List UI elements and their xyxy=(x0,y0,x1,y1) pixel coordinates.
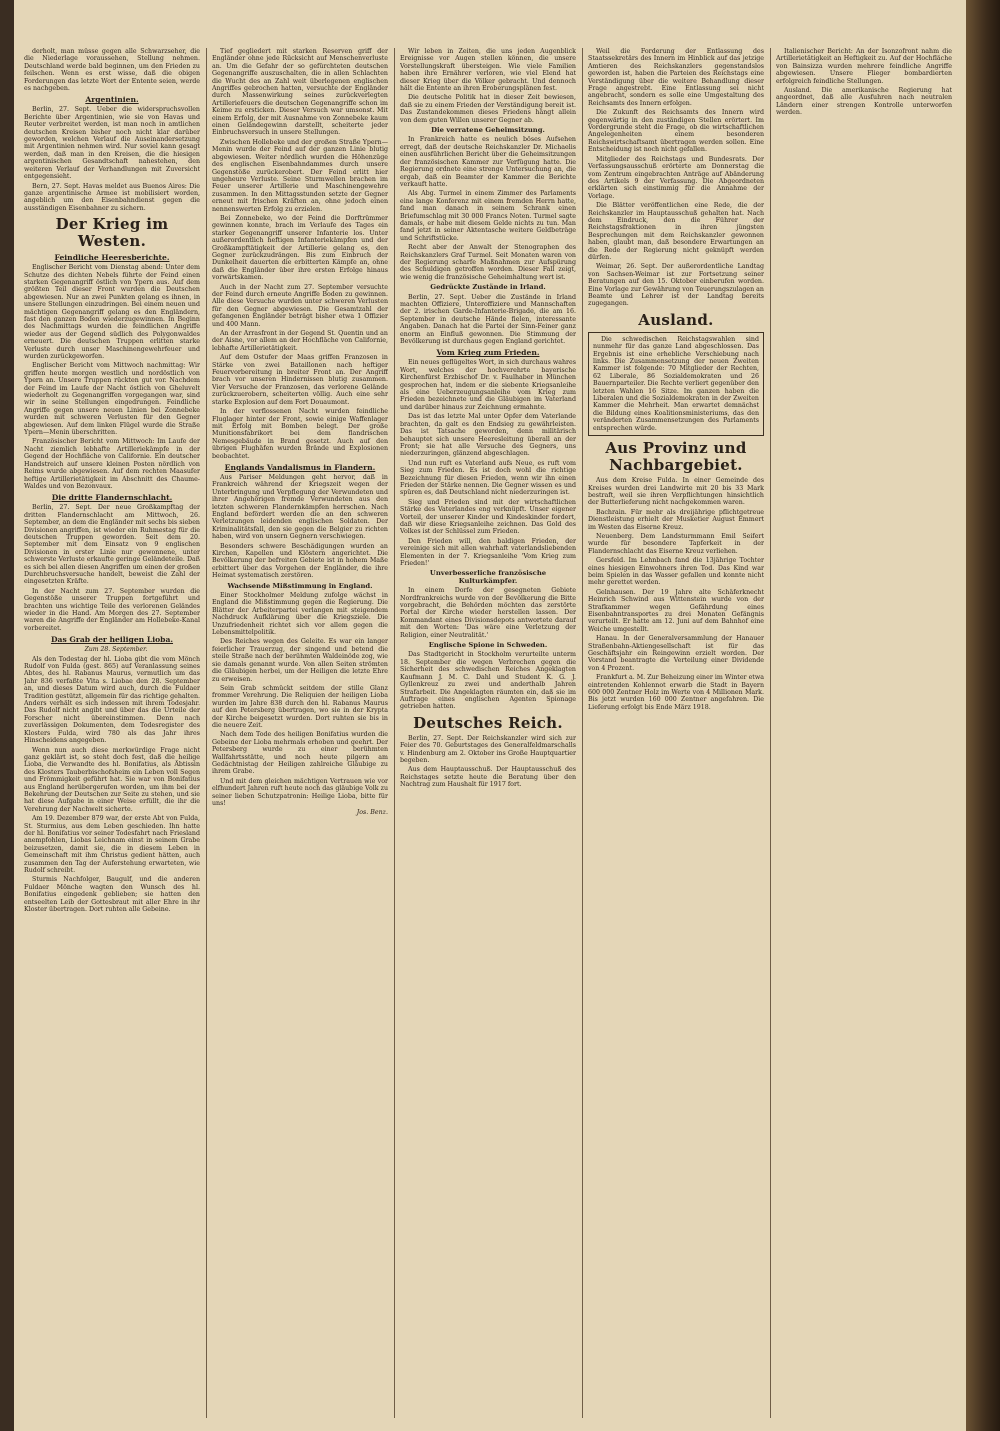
article-paragraph: Französischer Bericht vom Mittwoch: Im Laufe der Nacht ziemlich lebhafte Artilleriekämpfe in der Gegend der Hochfläche von Californie. Ein deutscher Handstreich auf unsere kleinen Posten nördlich von Reims wurde abgewiesen. Auf dem rechten Maasufer heftige Artillerietätigkeit im Abschnitt des Chaume-Waldes und von Bezonvaux. xyxy=(24,438,200,490)
article-paragraph: Aus dem Kreise Fulda. In einer Gemeinde des Kreises wurden drei Landwirte mit 20 bis 33 Mark bestraft, weil sie ihren Verpflichtungen hinsichtlich der Butterlieferung nicht nachgekommen waren. xyxy=(588,477,764,507)
column-rule xyxy=(770,48,771,1418)
article-heading: Feindliche Heeresberichte. xyxy=(54,253,170,263)
article-paragraph: In der verflossenen Nacht wurden feindliche Fluglager hinter der Front, sowie einige Waffenlager mit Erfolg mit Bomben belegt. Der große Munitionsfabrikort bei dem flandrischen Nemesgebäude in Brand gesetzt. Auch auf den übrigen Flughäfen wurden Brände und Explosionen beobachtet. xyxy=(212,408,388,460)
column-5 xyxy=(776,48,952,1418)
article-paragraph: Gersfeld. Im Lehnbach fand die 13jährige Tochter eines hiesigen Einwohners ihren Tod. Das Kind war beim Spielen in das Wasser gefallen und konnte nicht mehr gerettet werden. xyxy=(588,557,764,587)
article-heading: Das Grab der heiligen Lioba. xyxy=(50,635,174,645)
article-paragraph: Bachrain. Für mehr als dreijährige pflichtgetreue Dienstleistung erhielt der Musketier August Emmert im Westen das Eiserne Kreuz. xyxy=(588,508,764,531)
section-heading: Ausland. xyxy=(638,310,714,329)
column-4 xyxy=(588,48,764,1418)
article-paragraph: Die deutsche Politik hat in dieser Zeit bewiesen, daß sie zu einem Frieden der Verständigung bereit ist. Das Zustandekommen dieses Friedens hängt allein von dem guten Willen unserer Gegner ab. xyxy=(400,94,576,124)
article-subheading: Englische Spione in Schweden. xyxy=(428,641,548,650)
article-paragraph: Englischer Bericht vom Mittwoch nachmittag: Wir griffen heute morgen westlich und nordöstlich von Ypern an. Unsere Truppen rückten gut vor. Nachdem der Feind im Laufe der Nacht östlich von Gheluvelt wiederholt zu Gegenangriffen vorgegangen war, sind wir in seine Stellungen eingedrungen. Feindliche Angriffe gegen unsere neuen Linien bei Zonnebeke wurden mit schweren Verlusten für den Gegner abgewiesen. Auf dem linken Flügel wurde die Straße Ypern—Menin überschritten. xyxy=(24,362,200,437)
article-paragraph: In Frankreich hatte es neulich böses Aufsehen erregt, daß der deutsche Reichskanzler Dr. Michaelis einen ausführlichen Bericht über die Geheimsitzungen der französischen Kammer zur Verfügung hatte. Die Regierung ordnete eine strenge Untersuchung an, die ergab, daß ein Beamter der Kammer die Berichte verkauft hatte. xyxy=(400,136,576,188)
article-heading: Englands Vandalismus in Flandern. xyxy=(224,462,376,472)
book-binding xyxy=(966,0,1000,1431)
article-paragraph: Aus Pariser Meldungen geht hervor, daß in Frankreich während der Kriegszeit wegen der Unterbringung und Verpflegung der Verwundeten und ihrer Angehörigen fremde Verwundeten aus den letzten schweren Flandernkämpfen herrschen. Nach England befördert werden die an den schweren Verletzungen leidenden englischen Soldaten. Der Kriminalitätsfall, den sie gegen die Belgier zu richten haben, wird von unsern Gegnern verschwiegen. xyxy=(212,473,388,541)
article-paragraph: Hanau. In der Generalversammlung der Hanauer Straßenbahn-Aktiengesellschaft ist für das Geschäftsjahr ein Reingewinn erzielt worden. Der Vorstand beantragte die Verteilung einer Dividende von 4 Prozent. xyxy=(588,635,764,672)
article-paragraph: Nach dem Tode des heiligen Bonifatius wurden die Gebeine der Lioba mehrmals erhoben und geehrt. Der Petersberg wurde zu einer berühmten Wallfahrtsstätte, und noch heute pilgern am Gedächtnistag der Heiligen zahlreiche Gläubige zu ihrem Grabe. xyxy=(212,731,388,776)
article-paragraph: In der Nacht zum 27. September wurden die Gegenstöße unserer Truppen fortgeführt und brachten uns wichtige Teile des verlorenen Geländes wieder in die Hand. Am Morgen des 27. September waren die Angriffe der Engländer am Hollebeke-Kanal vorbereitet. xyxy=(24,587,200,632)
article-paragraph: Aus dem Hauptausschuß. Der Hauptausschuß des Reichstages setzte heute die Beratung über den Nachtrag zum Haushalt für 1917 fort. xyxy=(400,766,576,789)
article-paragraph: Die Blätter veröffentlichen eine Rede, die der Reichskanzler im Hauptausschuß gehalten hat. Nach dem Eindruck, den die Führer der Reichstagsfraktionen in ihren jüngsten Besprechungen mit dem Reichskanzler gewonnen haben, glaubt man, daß besondere Erwartungen an die Rede der Regierung nicht geknüpft werden dürfen. xyxy=(588,202,764,261)
article-paragraph: Wir leben in Zeiten, die uns jeden Augenblick Ereignisse vor Augen stellen können, die unsere Vorstellungskraft übersteigen. Wie viele Familien haben ihre Ernährer verloren, wie viel Elend hat dieser Krieg über die Völker gebracht. Und dennoch hält die Entente an ihren Eroberungsplänen fest. xyxy=(400,48,576,93)
article-paragraph: Italienischer Bericht: An der Isonzofront nahm die Artillerietätigkeit an Heftigkeit zu. Auf der Hochfläche von Bainsizza wurden mehrere feindliche Angriffe abgewiesen. Unsere Flieger bombardierten erfolgreich feindliche Stellungen. xyxy=(776,48,952,85)
article-subheading: Gedrückte Zustände in Irland. xyxy=(430,283,546,292)
article-subheading: Unverbesserliche französische Kulturkämpfer. xyxy=(429,569,547,585)
article-heading: Vom Krieg zum Frieden. xyxy=(436,348,540,358)
article-heading: Argentinien. xyxy=(85,95,139,105)
column-rule xyxy=(394,48,395,1418)
column-2 xyxy=(212,48,388,1418)
article-paragraph: Wenn nun auch diese merkwürdige Frage nicht ganz geklärt ist, so steht doch fest, daß die heilige Lioba, die Verwandte des hl. Bonifatius, als Äbtissin des Klosters Tauberbischofsheim ein Leben voll Segen und Frömmigkeit geführt hat. Sie war von Bonifatius aus England herübergerufen worden, um ihm bei der Bekehrung der Deutschen zur Seite zu stehen, und sie hat diese Aufgabe in einer Weise erfüllt, die ihr die Verehrung der Nachwelt sicherte. xyxy=(24,746,200,813)
column-rule xyxy=(582,48,583,1418)
article-paragraph: Ein neues geflügeltes Wort, in sich durchaus wahres Wort, welches der hochverehrte bayerische Kirchenfürst Erzbischof Dr. v. Faulhaber in München gesprochen hat, indem er die siebente Kriegsanleihe als eine Ueberzeugungsanleihe vom Krieg zum Frieden bezeichnete und die Gläubigen im Vaterland und darüber hinaus zur Zeichnung ermahnte. xyxy=(400,359,576,411)
article-paragraph: Tief gegliedert mit starken Reserven griff der Engländer ohne jede Rücksicht auf Menschenverluste an. Um die Gefahr der so gefürchteten deutschen Gegenangriffe auszuschalten, die in allen Schlachten die Wucht des an Zahl weit überlegenen englischen Angriffes gebrochen hatten, versuchte der Engländer durch Massenwirkung seines zurückverlegten Artilleriefeuers die deutschen Gegenangriffe schon im Keime zu ersticken. Dieser Versuch war umsonst. Mit einem Erfolg, der mit Ausnahme von Zonnebeke kaum einen Geländegewinn darstellt, scheiterte jeder Einbruchsversuch in unsere Stellungen. xyxy=(212,48,388,137)
article-paragraph: Sturmis Nachfolger, Baugulf, und die anderen Fuldaer Mönche wagten den Wunsch des hl. Bonifatius eingedenk geblieben; sie hatten den entseelten Leib der Gottesbraut mit aller Ehre in ihr Kloster übertragen. Dort ruhten alle Gebeine. xyxy=(24,876,200,914)
article-paragraph: In einem Dorfe der gesegneten Gebiete Nordfrankreichs wurde von der Bevölkerung die Bitte vorgebracht, die Behörden möchten das zerstörte Portal der Kirche wieder herstellen lassen. Der Kommandant eines Divisionsdepots antwortete darauf mit den Worten: 'Das wäre eine Verletzung der Religion, einer Neutralität.' xyxy=(400,587,576,639)
article-paragraph: Recht aber der Anwalt der Stenographen des Reichskanzlers Graf Turmel. Seit Monaten waren von der Regierung scharfe Maßnahmen zur Aufspürung des Schuldigen getroffen worden. Dieser Fall zeigt, wie wenig die französische Geheimhaltung wert ist. xyxy=(400,244,576,281)
article-subheading: Wachsende Mißstimmung in England. xyxy=(227,581,373,590)
column-rule xyxy=(206,48,207,1418)
section-heading: Deutsches Reich. xyxy=(413,713,563,732)
article-paragraph: Besonders schwere Beschädigungen wurden an Kirchen, Kapellen und Klöstern angerichtet. Die Bevölkerung der befreiten Gebiete ist in hohem Maße erbittert über das Vorgehen der Engländer, die ihre Heimat systematisch zerstören. xyxy=(212,542,388,580)
article-paragraph: Weimar, 26. Sept. Der außerordentliche Landtag von Sachsen-Weimar ist zur Fortsetzung seiner Beratungen auf den 15. Oktober einberufen worden. Eine Vorlage zur Gewährung von Teuerungszulagen an Beamte und Lehrer ist der Landtag bereits zugegangen. xyxy=(588,263,764,308)
article-paragraph: An der Arrasfront in der Gegend St. Quentin und an der Aisne, vor allem an der Hochfläche von Californie, lebhafte Artillerietätigkeit. xyxy=(212,330,388,352)
article-paragraph: Berlin, 27. Sept. Der neue Großkampftag der dritten Flandernschlacht am Mittwoch, 26. September, an dem die Engländer mit sechs bis sieben Divisionen angriffen, ist wieder ein Ruhmestag für die deutschen Truppen geworden. Seit dem 20. September mit dem Einsatz von 9 englischen Divisionen in erster Linie nur gewonnene, unter schwerste Verluste erkaufte geringe Geländeteile. Daß es sich bei allen diesen Angriffen um einen der großen Durchbruchsversuche handelt, beweist die Zahl der eingesetzten Kräfte. xyxy=(24,504,200,586)
section-heading: Aus Provinz und Nachbargebiet. xyxy=(605,439,747,475)
article-paragraph: Als Abg. Turmel in einem Zimmer des Parlaments eine lange Konferenz mit einem fremden Herrn hatte, fand man danach in seinem Schrank einen Briefumschlag mit 30 000 Francs Noten. Turmel sagte damals, er habe mit diesem Gelde nichts zu tun. Man fand jetzt in seiner Aktentasche weitere Geldbeträge und Schriftstücke. xyxy=(400,190,576,242)
article-paragraph: Das Stadtgericht in Stockholm verurteilte unterm 18. September die wegen Verbrechen gegen die Sicherheit des schwedischen Reiches Angeklagten Kaufmann J. M. C. Dahl und Student K. G. J. Gyllenkreuz zu zwei und anderthalb Jahren Strafarbeit. Die Angeklagten räumten ein, daß sie im Auftrage eines englischen Agenten Spionage getrieben hatten. xyxy=(400,651,576,711)
article-paragraph: Gelnhausen. Der 19 Jahre alte Schäferknecht Heinrich Schwind aus Wittenstein wurde von der Strafkammer wegen Gefährdung eines Eisenbahntransportes zu drei Monaten Gefängnis verurteilt. Er hatte am 12. Juni auf dem Bahnhof eine Weiche umgestellt. xyxy=(588,588,764,633)
author-signature: Jos. Benz. xyxy=(356,809,388,817)
article-date: Zum 28. September. xyxy=(84,646,148,654)
article-paragraph: Des Reiches wegen des Geleite. Es war ein langer feierlicher Trauerzug, der singend und betend die steile Straße nach der berühmten Waldeinöde zog, wie sie damals genannt wurde. Von allen Seiten strömten die Gläubigen herbei, um der Heiligen die letzte Ehre zu erweisen. xyxy=(212,638,388,683)
article-paragraph: Englischer Bericht vom Dienstag abend: Unter dem Schutze des dichten Nebels führte der Feind einen starken Gegenangriff östlich von Ypern aus. Auf dem größten Teil dieser Front wurden die Deutschen abgewiesen. Nur an zwei Punkten gelang es ihnen, in unsere Stellungen einzudringen. Bei einem neuen und mächtigen Gegenangriff gelang es den Engländern, fast den ganzen Boden wiederzugewinnen. In Beginn des Nachmittags wurden die feindlichen Angriffe wieder aus der Gegend südlich des Polygonwaldes erneuert. Die deutschen Truppen erlitten starke Verluste durch unser Maschinengewehrfeuer und wurden zurückgeworfen. xyxy=(24,264,200,360)
article-paragraph: Und mit dem gleichen mächtigen Vertrauen wie vor elfhundert Jahren ruft heute noch das gläubige Volk zu seiner lieben Schutzpatronin: Heilige Lioba, bitte für uns! xyxy=(212,777,388,807)
article-paragraph: Berlin, 27. Sept. Ueber die Zustände in Irland machten Offiziere, Unteroffiziere und Mannschaften der 2. irischen Garde-Infanterie-Brigade, die am 16. September in deutsche Hände fielen, interessante Angaben. Danach hat die Partei der Sinn-Feiner ganz enorm an Einfluß gewonnen. Die Stimmung der Bevölkerung ist durchaus gegen England gerichtet. xyxy=(400,293,576,346)
article-paragraph: Frankfurt a. M. Zur Beheizung einer im Winter etwa eintretenden Kohlennot erwarb die Stadt in Bayern 600 000 Zentner Holz im Werte von 4 Millionen Mark. Bis jetzt wurden 160 000 Zentner angefahren. Die Lieferung erfolgt bis Ende März 1918. xyxy=(588,674,764,711)
article-paragraph: Und nun ruft es Vaterland aufs Neue, es ruft vom Sieg zum Frieden. Es ist doch wohl die richtige Bezeichnung für diesen Frieden, wenn wir ihn einen Frieden der Stärke nennen. Die Gegner wissen es und spüren es, daß Deutschland nicht niederzuringen ist. xyxy=(400,459,576,497)
article-paragraph: Am 19. Dezember 879 war, der erste Abt von Fulda, St. Sturmius, aus dem Leben geschieden. Ihn hatte der hl. Bonifatius vor seiner Todesfahrt nach Friesland anempfohlen, Liobas Leichnam einst in seinem Grabe beizusetzen, damit sie, die in diesem Leben in Gemeinschaft mit ihm Christus gedient hätten, auch zusammen den Tag der Auferstehung erwarteten, wie Rudolf schreibt. xyxy=(24,815,200,874)
newspaper-page xyxy=(14,0,966,1431)
column-1 xyxy=(24,48,200,1418)
boxed-notice: Die schwedischen Reichstagswahlen sind nunmehr für das ganze Land abgeschlossen. Das Ergebnis ist eine erhebliche Verschiebung nach links. Die Zusammensetzung der neuen Zweiten Kammer ist folgende: 70 Mitglieder der Rechten, 62 Liberale, 86 Sozialdemokraten und 26 Bauernparteiler. Die Rechte verliert gegenüber den letzten Wahlen 16 Sitze. Im ganzen haben die Liberalen und die Sozialdemokraten in der Zweiten Kammer die Mehrheit. Man erwartet demnächst die Bildung eines Koalitionsministeriums, das den veränderten Zusammensetzungen des Parlaments entsprechen würde. xyxy=(588,332,764,436)
article-paragraph: Den Frieden will, den baldigen Frieden, der vereinige sich mit allen wahrhaft vaterlandsliebenden Elementen in der 7. Kriegsanleihe 'Vom Krieg zum Frieden!' xyxy=(400,537,576,567)
article-paragraph: Das ist das letzte Mal unter Opfer dem Vaterlande brachten, da galt es den Endsieg zu gewährleisten. Das ist Tatsache geworden, denn militärisch behauptet sich unsere Heeresleitung überall an der Front; sie hat alle Versuche des Gegners, uns niederzuringen, glänzend abgeschlagen. xyxy=(400,413,576,458)
article-paragraph: Auch in der Nacht zum 27. September versuchte der Feind durch erneute Angriffe Boden zu gewinnen. Alle diese Versuche wurden unter schweren Verlusten für den Gegner abgewiesen. Die Gesamtzahl der gefangenen Engländer beträgt bisher etwa 1 Offizier und 400 Mann. xyxy=(212,283,388,328)
article-paragraph: Sieg und Frieden sind mit der wirtschaftlichen Stärke des Vaterlandes eng verknüpft. Unser eigener Vorteil, der unserer Kinder und Kindeskinder fordert, daß wir diese Kriegsanleihe zeichnen. Das Gold des Volkes ist der Schlüssel zum Frieden. xyxy=(400,498,576,536)
article-subheading: Die verratene Geheimsitzung. xyxy=(431,126,545,135)
column-3 xyxy=(400,48,576,1418)
article-paragraph: Berlin, 27. Sept. Ueber die widerspruchsvollen Berichte über Argentinien, wie sie von Havas und Reuter verbreitet werden, ist man noch in amtlichen deutschen Kreisen bisher noch nicht klar darüber geworden, welchen Verlauf die Auseinandersetzung mit Argentinien nehmen wird. Nur soviel kann gesagt werden, daß man in den Kreisen, die die hiesigen argentinischen Gesandtschaft nahestehen, den weiteren Verlauf der Verhandlungen mit Zuversicht entgegensieht. xyxy=(24,106,200,181)
section-heading: Der Krieg im Westen. xyxy=(55,215,169,251)
article-paragraph: Weil die Forderung der Entlassung des Staatssekretärs des Innern im Hinblick auf das jetzige Amtieren des Reichskanzlers gegenstandslos geworden ist, haben die Parteien des Reichstags eine Verständigung über die weitere Behandlung dieser Frage angestrebt. Eine Entlassung sei nicht angebracht, sondern es solle eine Umgestaltung des Reichsamts des Innern erfolgen. xyxy=(588,48,764,107)
article-paragraph: Sein Grab schmückt seitdem der stille Glanz frommer Verehrung. Die Reliquien der heiligen Lioba wurden im Jahre 838 durch den hl. Rabanus Maurus auf den Petersberg übertragen, wo sie in der Krypta der Kirche beigesetzt wurden. Dort ruhten sie bis in die neuere Zeit. xyxy=(212,684,388,729)
article-paragraph: Mitglieder des Reichstags und Bundesrats. Der Verfassungsausschuß erörterte am Donnerstag die vom Zentrum eingebrachten Anträge auf Abänderung des Artikels 9 der Verfassung. Die Abgeordneten erklärten sich einstimmig für die Annahme der Vorlage. xyxy=(588,155,764,200)
article-paragraph: Berlin, 27. Sept. Der Reichskanzler wird sich zur Feier des 70. Geburtstages des Generalfeldmarschalls v. Hindenburg am 2. Oktober ins Große Hauptquartier begeben. xyxy=(400,734,576,764)
article-paragraph: Einer Stockholmer Meldung zufolge wächst in England die Mißstimmung gegen die Regierung. Die Blätter der Arbeiterpartei verlangen mit steigendem Nachdruck Aufklärung über die Kriegsziele. Die Unzufriedenheit richtet sich vor allem gegen die Lebensmittelpolitik. xyxy=(212,592,388,637)
article-paragraph: Als den Todestag der hl. Lioba gibt die vom Mönch Rudolf von Fulda (gest. 865) auf Veranlassung seines Abtes, des hl. Rabanus Maurus, vermutlich um das Jahr 836 verfaßte Vita s. Liobae den 28. September an, und dieses Datum wird auch, durch die Fuldaer Tradition gestützt, allgemein für das richtige gehalten. Anders verhält es sich indessen mit ihrem Todesjahr. Das Rudolf nicht angibt und über das die Urteile der Forscher nicht übereinstimmen. Denn nach zuverlässigen Dokumenten, dem Todesregister des Klosters Fulda, wird 780 als das Jahr ihres Hinscheidens angegeben. xyxy=(24,655,200,745)
article-paragraph: Bern, 27. Sept. Havas meldet aus Buenos Aires: Die ganze argentinische Armee ist mobilisiert worden, angeblich um den Eisenbahndienst gegen die ausständigen Eisenbahner zu sichern. xyxy=(24,182,200,212)
article-paragraph: Ausland. Die amerikanische Regierung hat angeordnet, daß alle Ausfuhren nach neutralen Ländern einer strengen Kontrolle unterworfen werden. xyxy=(776,87,952,117)
article-paragraph: Zwischen Hollebeke und der großen Straße Ypern—Menin wurde der Feind auf der ganzen Linie blutig abgewiesen. Weiter nördlich wurden die Höhenzüge des englischen Eisenbahndammes durch unsere Gegenstöße zurückerobert. Der Feind erlitt hier ungeheure Verluste. Seine Sturmwellen brachen im Feuer unserer Artillerie und Maschinengewehre zusammen. In den Mittagsstunden setzte der Gegner erneut mit frischen Kräften an, ohne jedoch einen nennenswerten Erfolg zu erzielen. xyxy=(212,138,388,213)
article-paragraph: Bei Zonnebeke, wo der Feind die Dorftrümmer gewinnen konnte, brach im Verlaufe des Tages ein starker Gegenangriff unserer Infanterie los. Unter außerordentlich heftigen Infanteriekämpfen und der Großkampftätigkeit der Artillerie gelang es, den Gegner zurückzudrängen. Bis zum Einbruch der Dunkelheit dauerten die erbitterten Kämpfe an, ohne daß die Engländer über ihre ersten Erfolge hinaus vorwärtskamen. xyxy=(212,214,388,282)
article-heading: Die dritte Flandernschlacht. xyxy=(51,493,173,503)
article-paragraph: Die Zukunft des Reichsamts des Innern wird gegenwärtig in den zuständigen Stellen erörtert. Im Vordergrunde steht die Frage, ob die wirtschaftlichen Angelegenheiten einem besonderen Reichswirtschaftsamt übertragen werden sollen. Eine Entscheidung ist noch nicht gefallen. xyxy=(588,109,764,154)
article-paragraph: Auf dem Ostufer der Maas griffen Franzosen in Stärke von zwei Bataillonen nach heftiger Feuervorbereitung in breiter Front an. Der Angriff brach vor unseren Hindernissen blutig zusammen. Vier Versuche der Franzosen, das verlorene Gelände zurückzuerobern, scheiterten völlig. Auch eine sehr starke Explosion auf dem Fort Douaumont. xyxy=(212,354,388,406)
article-paragraph: Neuenberg. Dem Landsturmmann Emil Seifert wurde für besondere Tapferkeit in der Flandernschlacht das Eiserne Kreuz verliehen. xyxy=(588,532,764,555)
article-paragraph: derholt, man müsse gegen alle Schwarzseher, die die Niederlage voraussehen, Stellung nehmen. Deutschland werde bald beginnen, um den Frieden zu feilschen. Wenn es erst wisse, daß die obigen Forderungen das letzte Wort der Entente seien, werde es nachgeben. xyxy=(24,48,200,93)
